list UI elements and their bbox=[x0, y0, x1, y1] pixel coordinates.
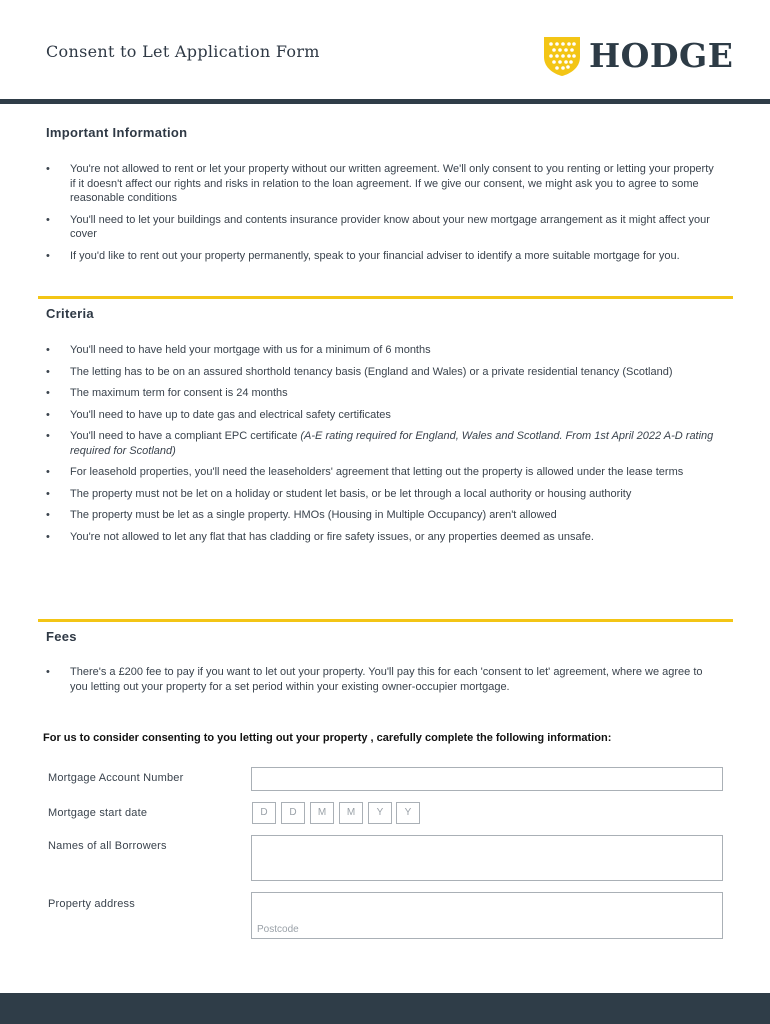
important-heading: Important Information bbox=[46, 125, 188, 140]
list-item: • The letting has to be on an assured shorthold tenancy basis (England and Wales) or a private residential tenancy (Scotland) bbox=[46, 365, 718, 380]
list-item: • For leasehold properties, you'll need the leaseholders' agreement that letting out the property is allowed under the lease terms bbox=[46, 465, 718, 480]
start-date-year-1[interactable]: Y bbox=[368, 802, 392, 824]
account-number-input[interactable] bbox=[251, 767, 723, 791]
start-date-month-1[interactable]: M bbox=[310, 802, 334, 824]
epc-note: (A-E rating required for England, Wales and Scotland. From 1st April 2022 A-D rating required for Scotland) bbox=[70, 430, 714, 457]
list-item: • You'll need to let your buildings and contents insurance provider know about your new mortgage arrangement as it might affect your cover bbox=[46, 213, 718, 242]
important-list bbox=[46, 162, 718, 263]
logo-wordmark: HODGE bbox=[589, 36, 734, 75]
fees-list bbox=[46, 665, 718, 694]
list-item: • If you'd like to rent out your property permanently, speak to your financial adviser to identify a more suitable mortgage for you. bbox=[46, 249, 718, 264]
section-divider bbox=[38, 619, 733, 622]
property-address-label: Property address bbox=[48, 898, 135, 910]
list-item bbox=[46, 429, 718, 458]
postcode-placeholder: Postcode bbox=[257, 924, 299, 935]
borrowers-label: Names of all Borrowers bbox=[48, 840, 167, 852]
footer-bar bbox=[0, 993, 770, 1024]
start-date-label: Mortgage start date bbox=[48, 807, 148, 819]
start-date-day-2[interactable]: D bbox=[281, 802, 305, 824]
list-item: • You're not allowed to let any flat that has cladding or fire safety issues, or any properties deemed as unsafe. bbox=[46, 530, 718, 545]
fees-heading: Fees bbox=[46, 629, 77, 644]
borrowers-input[interactable] bbox=[251, 835, 723, 881]
start-date-day-1[interactable]: D bbox=[252, 802, 276, 824]
epc-text: You'll need to have a compliant EPC certificate bbox=[70, 430, 301, 442]
criteria-list bbox=[46, 343, 718, 544]
form-instruction: For us to consider consenting to you letting out your property , carefully complete the following information: bbox=[43, 732, 612, 744]
start-date-month-2[interactable]: M bbox=[339, 802, 363, 824]
list-item: • The maximum term for consent is 24 months bbox=[46, 386, 718, 401]
section-divider bbox=[38, 296, 733, 299]
list-item: • You're not allowed to rent or let your property without our written agreement. We'll only consent to you renting or letting your property if it doesn't affect our rights and risks in relation to the loan agreement. If we give our consent, we might ask you to agree to some reasonable conditions bbox=[46, 162, 718, 206]
list-item: • The property must not be let on a holiday or student let basis, or be let through a local authority or housing authority bbox=[46, 487, 718, 502]
list-item: • You'll need to have held your mortgage with us for a minimum of 6 months bbox=[46, 343, 718, 358]
property-address-input[interactable] bbox=[251, 892, 723, 939]
header-divider bbox=[0, 99, 770, 104]
list-item: • There's a £200 fee to pay if you want to let out your property. You'll pay this for each 'consent to let' agreement, where we agree to you letting out your property for a set period within your existing owner-occupier mortgage. bbox=[46, 665, 718, 694]
shield-icon bbox=[543, 35, 581, 77]
list-item: • You'll need to have up to date gas and electrical safety certificates bbox=[46, 408, 718, 423]
form-title: Consent to Let Application Form bbox=[46, 42, 320, 61]
list-item: • The property must be let as a single property. HMOs (Housing in Multiple Occupancy) aren't allowed bbox=[46, 508, 718, 523]
hodge-logo bbox=[543, 35, 733, 79]
account-number-label: Mortgage Account Number bbox=[48, 772, 184, 784]
criteria-heading: Criteria bbox=[46, 306, 94, 321]
start-date-year-2[interactable]: Y bbox=[396, 802, 420, 824]
